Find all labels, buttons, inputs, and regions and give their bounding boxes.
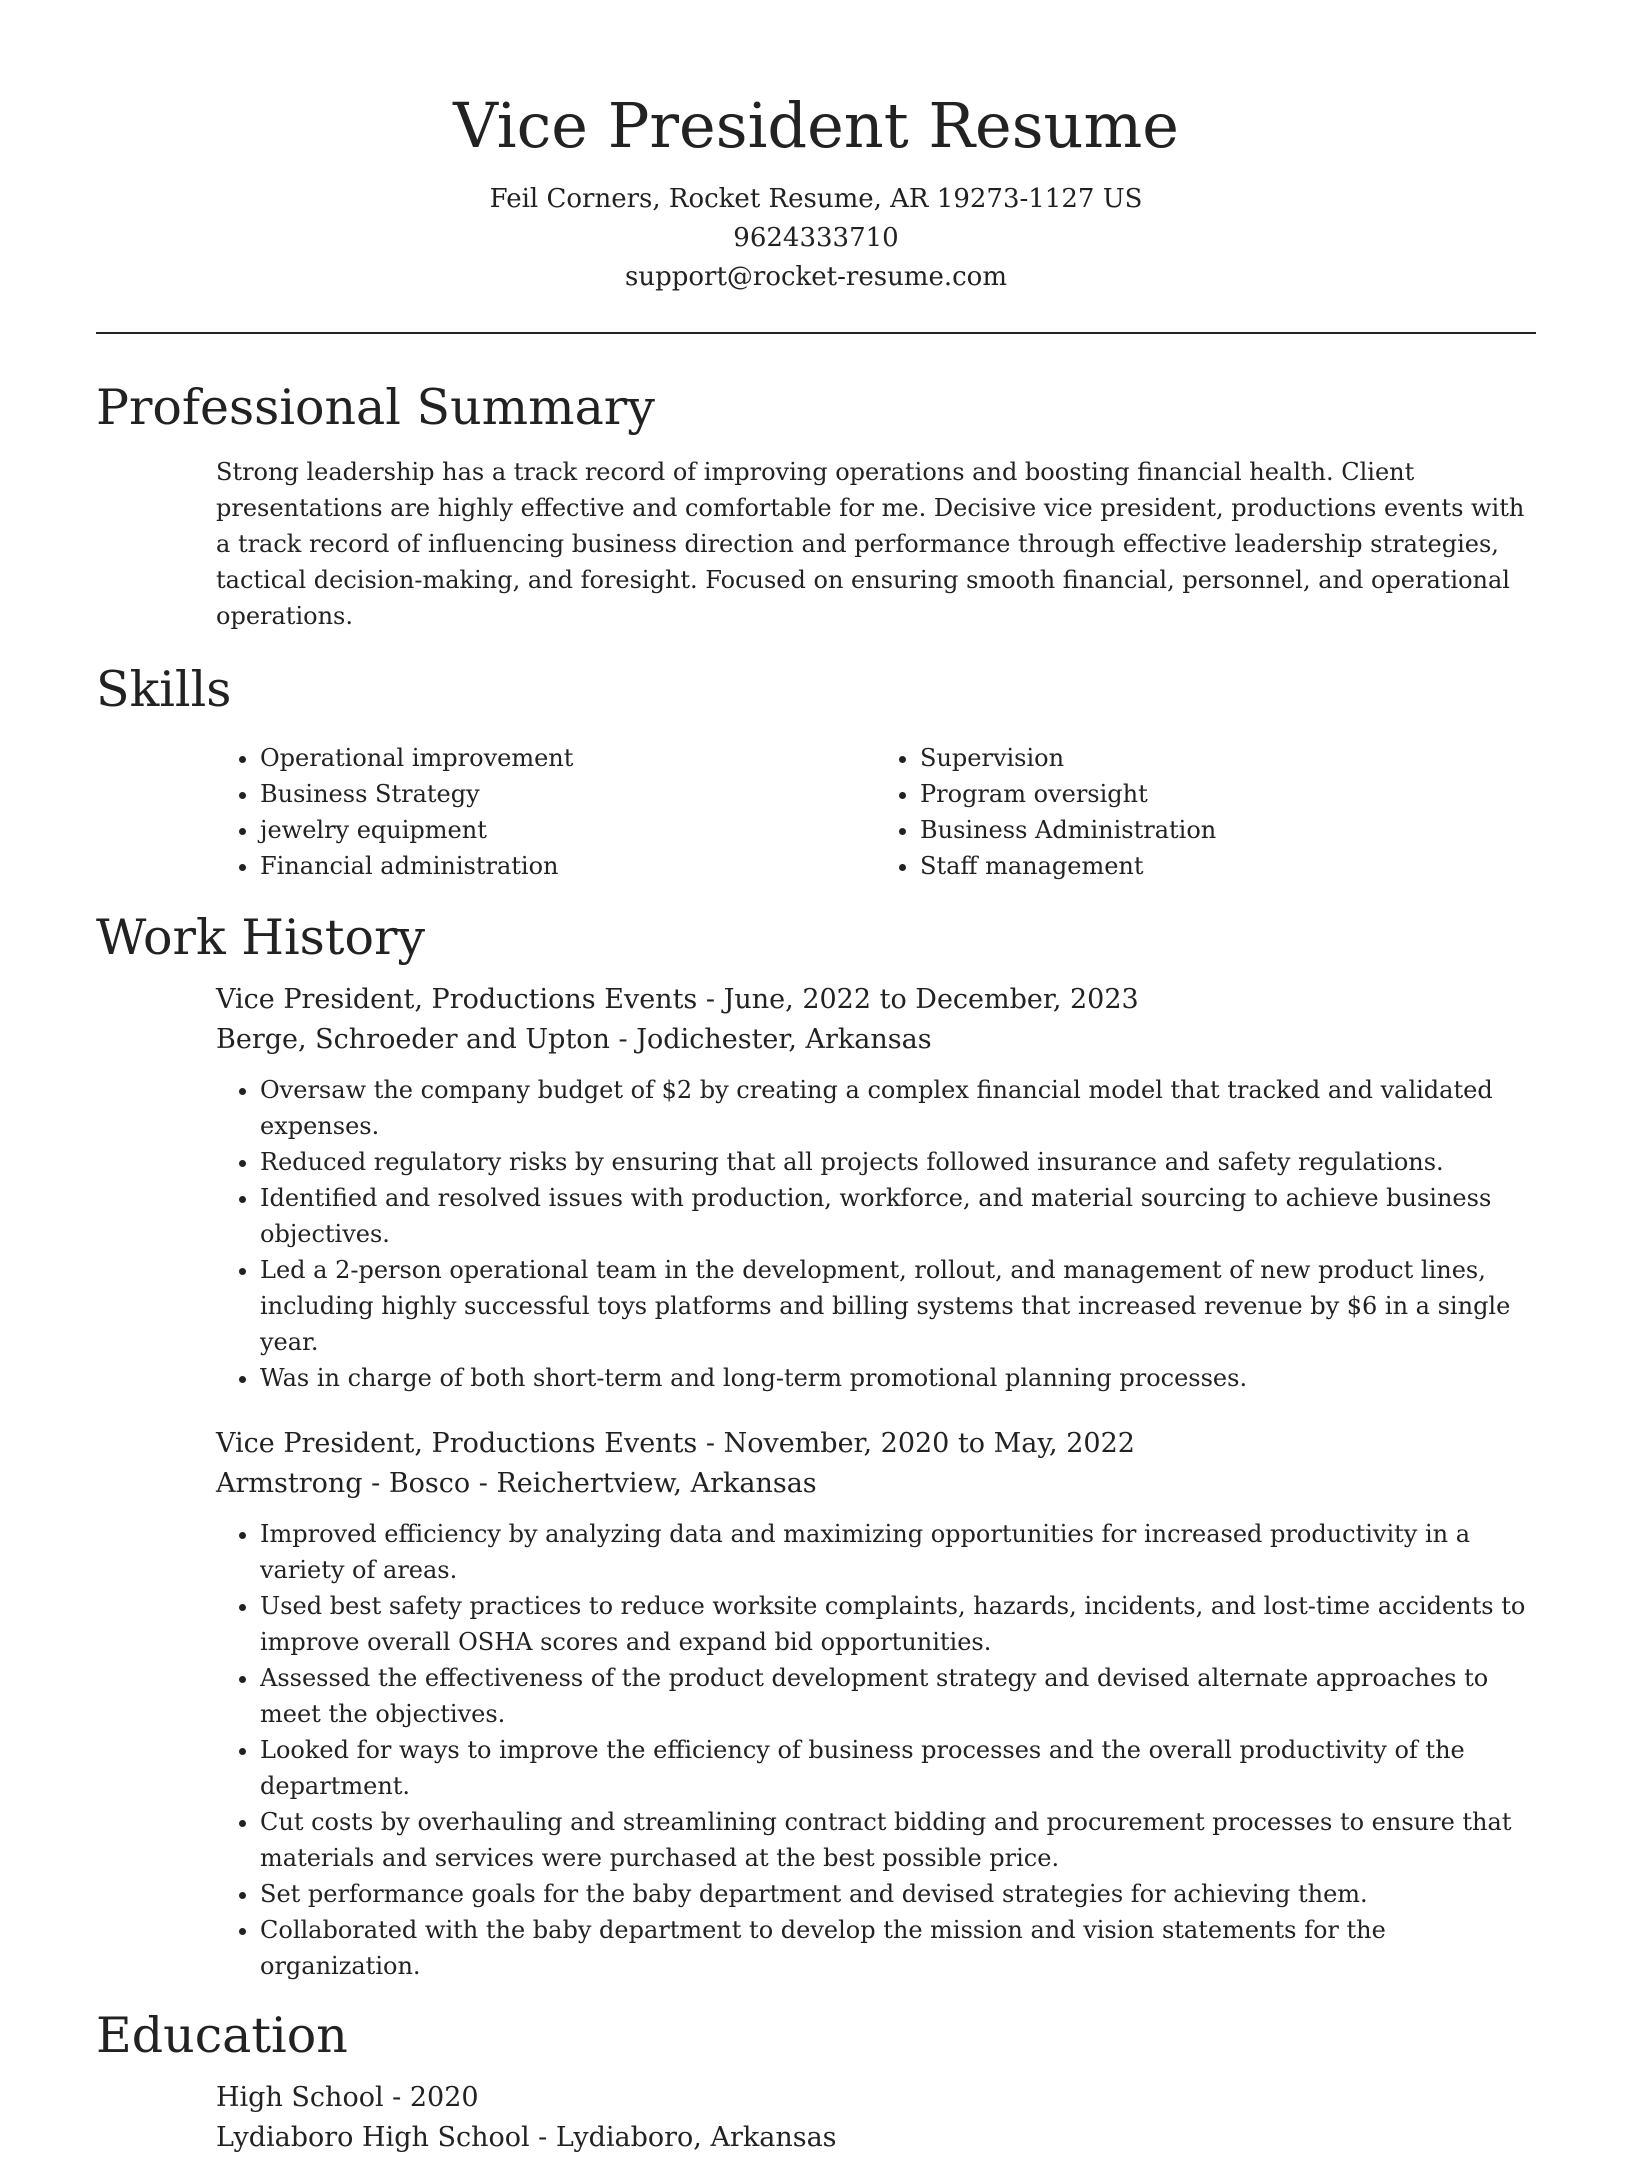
skills-list-left <box>216 740 876 884</box>
contact-phone: 9624333710 <box>733 223 899 253</box>
skills-columns <box>216 740 1536 884</box>
education-entry <box>96 2078 1536 2158</box>
job-bullet: • Assessed the effectiveness of the product development strategy and devised alternate approaches to meet the objectives. <box>260 1660 1536 1732</box>
skills-heading: Skills <box>96 661 232 718</box>
job-title-line: Vice President, Productions Events - November, 2020 to May, 2022 <box>216 1428 1135 1459</box>
job-bullet: • Oversaw the company budget of $2 by creating a complex financial model that tracked and validated expenses. <box>260 1072 1536 1144</box>
resume-page <box>96 0 1536 2158</box>
job-bullet: • Collaborated with the baby department to develop the mission and vision statements for the organization. <box>260 1912 1536 1984</box>
skill-item: • Staff management <box>920 848 1536 884</box>
contact-address: Feil Corners, Rocket Resume, AR 19273-1127 US <box>489 184 1143 214</box>
skills-list-right <box>876 740 1536 884</box>
skill-item: • Supervision <box>920 740 1536 776</box>
skill-item: • Operational improvement <box>260 740 876 776</box>
education-heading: Education <box>96 2007 348 2064</box>
skill-item: • Program oversight <box>920 776 1536 812</box>
education-title-line: High School - 2020 <box>216 2082 479 2113</box>
job-company-line: Armstrong - Bosco - Reichertview, Arkansas <box>216 1468 817 1499</box>
job-entry <box>96 1424 1536 1984</box>
contact-email: support@rocket-resume.com <box>624 262 1007 292</box>
education-school-line: Lydiaboro High School - Lydiaboro, Arkansas <box>216 2122 837 2153</box>
summary-section <box>96 378 1536 634</box>
header-divider <box>96 332 1536 334</box>
summary-text: Strong leadership has a track record of improving operations and boosting financial health. Client presentations are highly effective and comfortable for me. Decisive vice president, productions events with a track record of influencing business direction and performance through effective leadership strategies, tactical decision-making, and foresight. Focused on ensuring smooth financial, personnel, and operational operations. <box>216 458 1525 630</box>
job-company-line: Berge, Schroeder and Upton - Jodichester, Arkansas <box>216 1024 932 1055</box>
skill-item: • Business Strategy <box>260 776 876 812</box>
summary-heading: Professional Summary <box>96 379 655 436</box>
job-bullet: • Looked for ways to improve the efficiency of business processes and the overall productivity of the department. <box>260 1732 1536 1804</box>
job-entry <box>96 980 1536 1396</box>
job-bullet: • Set performance goals for the baby department and devised strategies for achieving them. <box>260 1876 1536 1912</box>
resume-header <box>96 0 1536 297</box>
job-title-line: Vice President, Productions Events - June, 2022 to December, 2023 <box>216 984 1139 1015</box>
job-bullet: • Identified and resolved issues with production, workforce, and material sourcing to achieve business objectives. <box>260 1180 1536 1252</box>
job-bullets <box>216 1516 1536 1984</box>
page-title: Vice President Resume <box>453 89 1179 162</box>
work-heading: Work History <box>96 909 426 966</box>
work-section <box>96 908 1536 1984</box>
skill-item: • Business Administration <box>920 812 1536 848</box>
job-bullet: • Improved efficiency by analyzing data and maximizing opportunities for increased productivity in a variety of areas. <box>260 1516 1536 1588</box>
contact-block <box>96 180 1536 297</box>
skill-item: • Financial administration <box>260 848 876 884</box>
skill-item: • jewelry equipment <box>260 812 876 848</box>
job-bullet: • Cut costs by overhauling and streamlining contract bidding and procurement processes to ensure that materials and services were purchased at the best possible price. <box>260 1804 1536 1876</box>
job-bullet: • Used best safety practices to reduce worksite complaints, hazards, incidents, and lost-time accidents to improve overall OSHA scores and expand bid opportunities. <box>260 1588 1536 1660</box>
job-bullets <box>216 1072 1536 1396</box>
job-bullet: • Was in charge of both short-term and long-term promotional planning processes. <box>260 1360 1536 1396</box>
skills-section <box>96 660 1536 884</box>
education-section <box>96 2006 1536 2158</box>
job-bullet: • Reduced regulatory risks by ensuring that all projects followed insurance and safety regulations. <box>260 1144 1536 1180</box>
job-bullet: • Led a 2-person operational team in the development, rollout, and management of new product lines, including highly successful toys platforms and billing systems that increased revenue by $6 in a single year. <box>260 1252 1536 1360</box>
